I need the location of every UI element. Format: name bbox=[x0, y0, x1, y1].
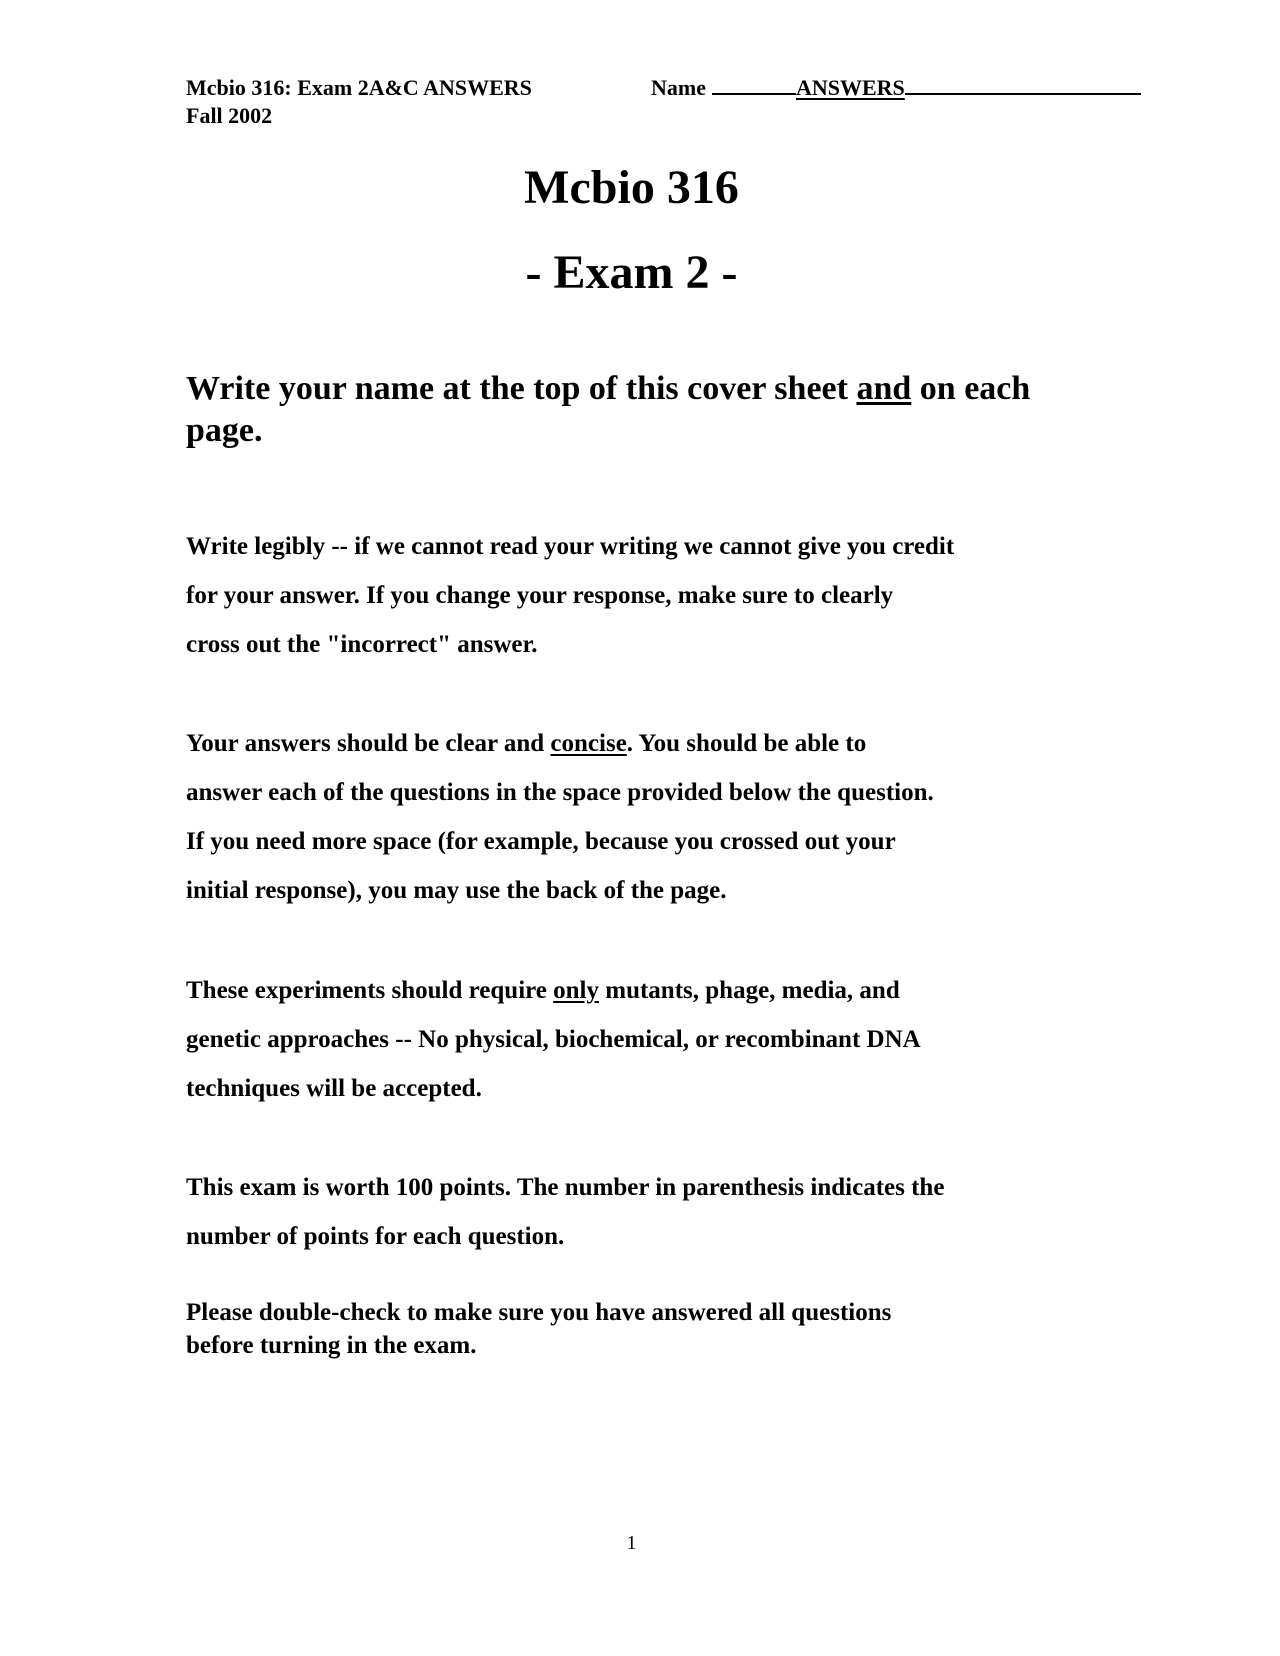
paragraph-line: number of points for each question. bbox=[186, 1223, 565, 1250]
name-blank-line-trailing bbox=[905, 75, 1141, 95]
paragraph-emphasis: only bbox=[553, 977, 599, 1004]
name-instruction bbox=[186, 368, 1086, 452]
paragraph-text: Your answers should be clear and bbox=[186, 730, 551, 757]
paragraph-emphasis: concise bbox=[550, 730, 627, 757]
legibility-paragraph bbox=[186, 522, 1086, 669]
points-paragraph bbox=[186, 1163, 1086, 1261]
paragraph-text: These experiments should require bbox=[186, 977, 554, 1004]
page-number: 1 bbox=[626, 1532, 637, 1554]
paragraph-line: before turning in the exam. bbox=[186, 1332, 477, 1359]
paragraph-line: genetic approaches -- No physical, biochemical, or recombinant DNA bbox=[186, 1026, 921, 1053]
document-subtitle: - Exam 2 - bbox=[525, 246, 738, 299]
paragraph-line: If you need more space (for example, because you crossed out your bbox=[186, 828, 896, 855]
paragraph-line: techniques will be accepted. bbox=[186, 1075, 482, 1102]
document-title: Mcbio 316 bbox=[524, 161, 739, 214]
answer-format-paragraph bbox=[186, 719, 1086, 915]
paragraph-line: cross out the "incorrect" answer. bbox=[186, 631, 538, 658]
paragraph-line bbox=[186, 719, 1086, 768]
paragraph-text: . You should be able to bbox=[626, 730, 867, 757]
paragraph-line: This exam is worth 100 points. The number in parenthesis indicates the bbox=[186, 1174, 945, 1201]
paragraph-line: Write legibly -- if we cannot read your writing we cannot give you credit bbox=[186, 533, 955, 560]
header-term: Fall 2002 bbox=[186, 103, 273, 128]
experiment-rules-paragraph bbox=[186, 966, 1086, 1113]
paragraph-line: initial response), you may use the back of the page. bbox=[186, 877, 727, 904]
name-instruction-text-2: on each page. bbox=[186, 370, 1031, 449]
name-instruction-emphasis: and bbox=[856, 370, 912, 407]
paragraph-line: Please double-check to make sure you have answered all questions bbox=[186, 1299, 892, 1326]
paragraph-line bbox=[186, 966, 1086, 1015]
double-check-paragraph bbox=[186, 1296, 1086, 1362]
name-label: Name bbox=[651, 75, 706, 100]
name-blank-line bbox=[712, 75, 796, 95]
paragraph-line: answer each of the questions in the space provided below the question. bbox=[186, 779, 934, 806]
header-course-line: Mcbio 316: Exam 2A&C ANSWERS bbox=[186, 75, 532, 100]
paragraph-text: mutants, phage, media, and bbox=[599, 977, 900, 1004]
paragraph-line: for your answer. If you change your response, make sure to clearly bbox=[186, 582, 894, 609]
name-value: ANSWERS bbox=[795, 75, 905, 100]
name-instruction-text-1: Write your name at the top of this cover sheet bbox=[186, 370, 857, 407]
header-name-field bbox=[651, 74, 1141, 102]
